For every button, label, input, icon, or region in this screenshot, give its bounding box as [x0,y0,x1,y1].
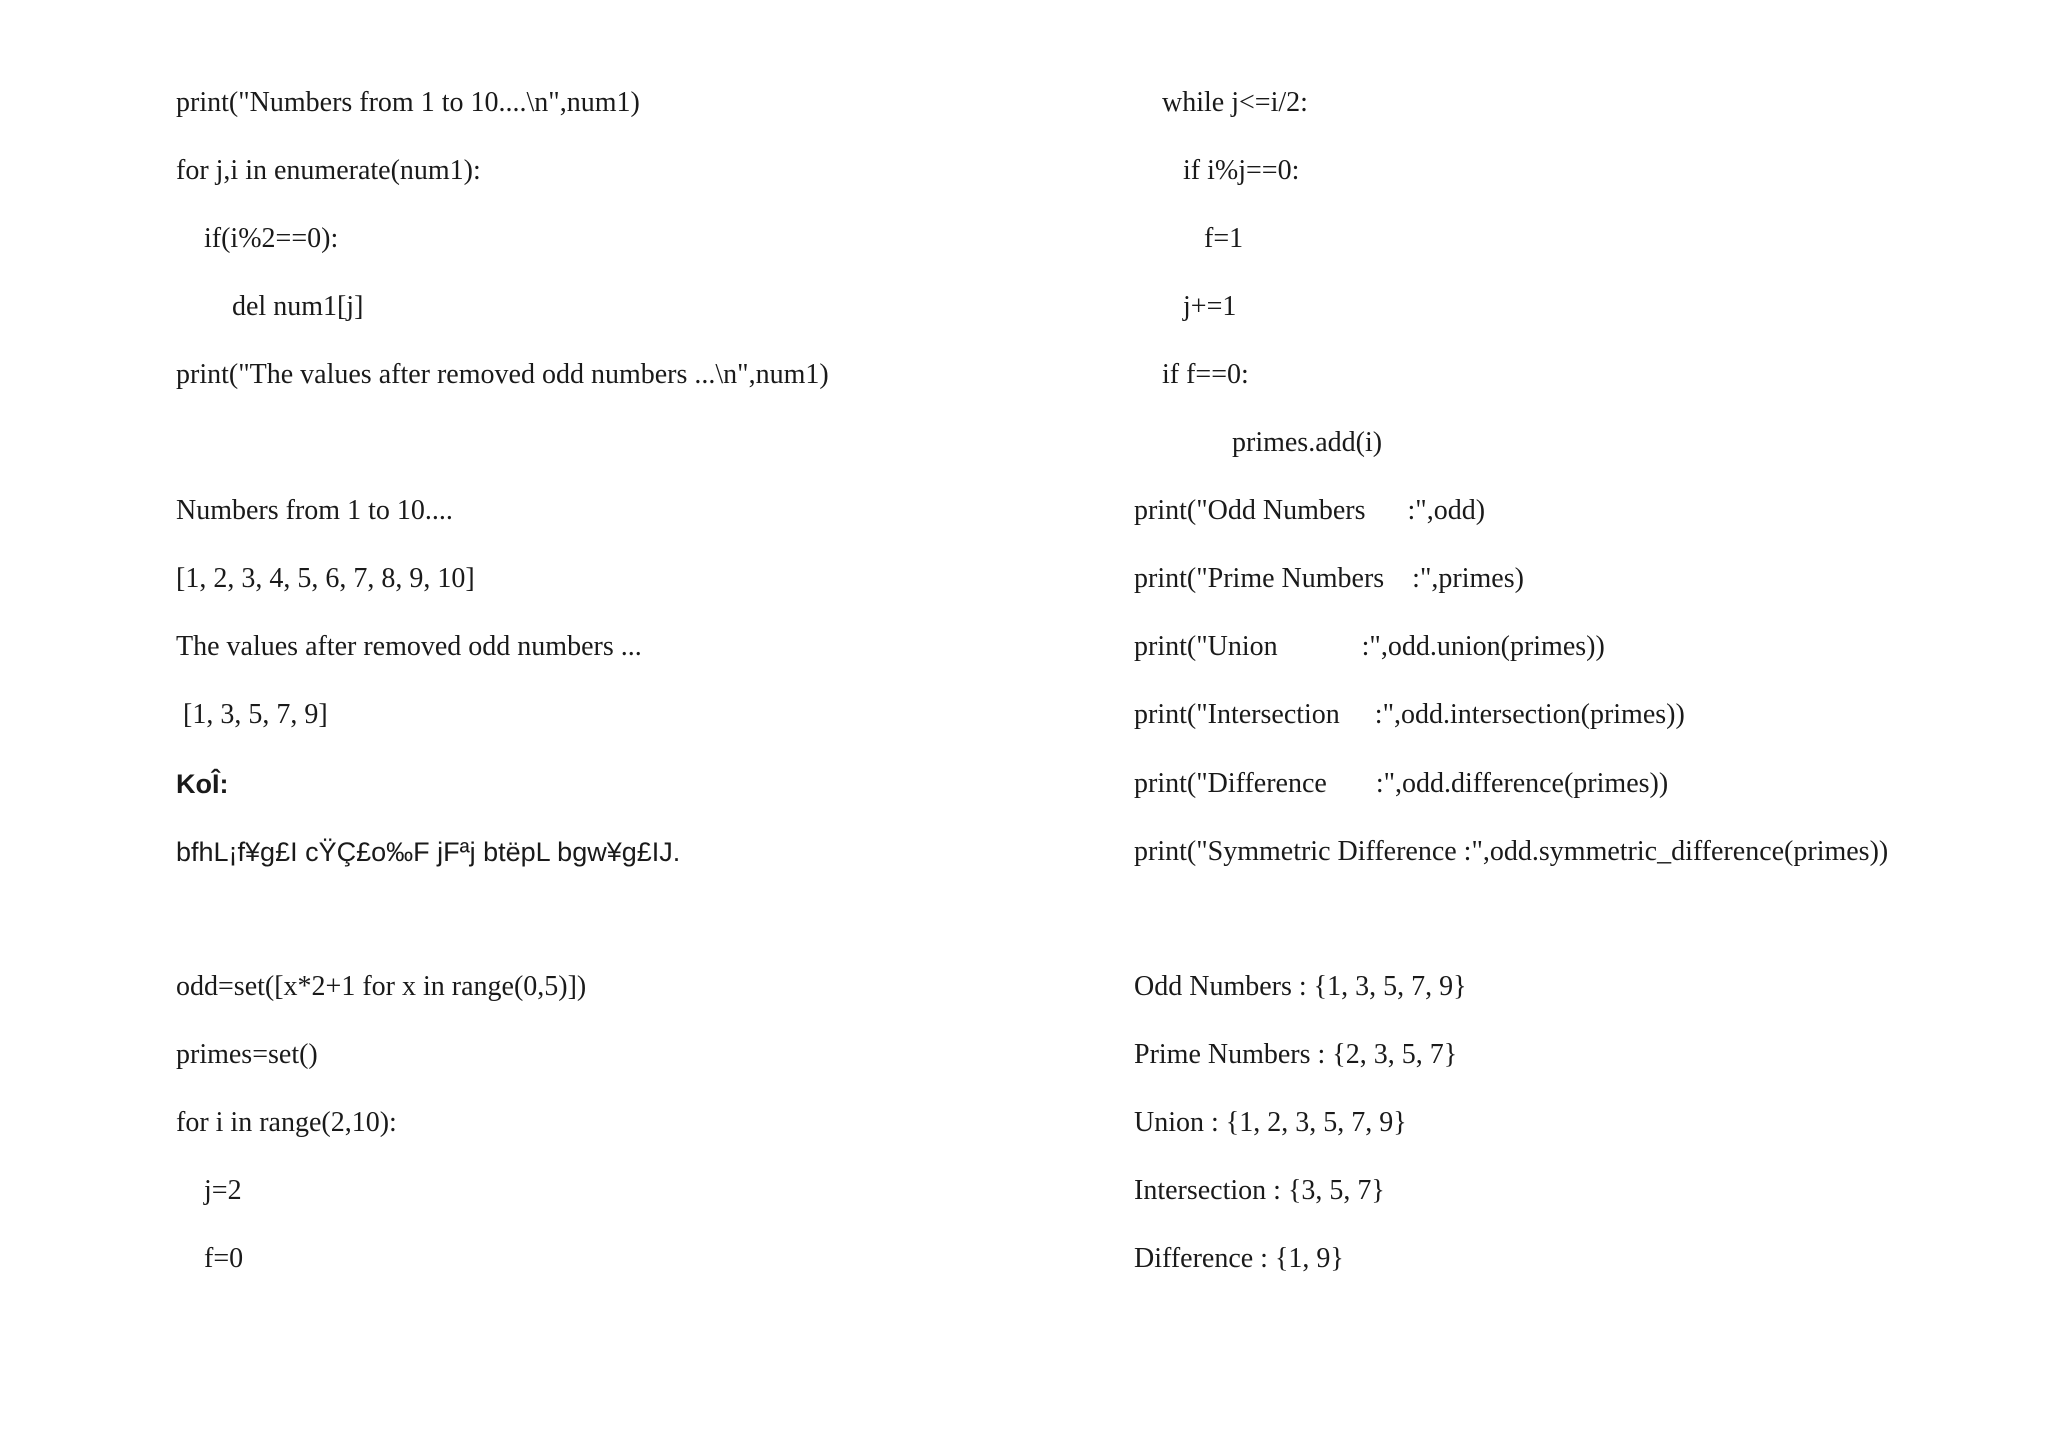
output-line: Odd Numbers : {1, 3, 5, 7, 9} [1134,971,1467,1002]
code-line: f=1 [1134,223,1244,254]
code-line: print("Odd Numbers :",odd) [1134,495,1486,526]
code-line: print("Numbers from 1 to 10....\n",num1) [176,87,640,118]
code-line: primes=set() [176,1039,318,1070]
code-line: j+=1 [1134,291,1237,322]
code-line: if i%j==0: [1134,155,1300,186]
code-line: if f==0: [1134,359,1249,390]
right-column [1000,0,2040,1448]
code-line: print("The values after removed odd numbers ...\n",num1) [176,359,829,390]
code-line: while j<=i/2: [1134,87,1308,118]
output-line: Intersection : {3, 5, 7} [1134,1175,1385,1206]
output-line: [1, 3, 5, 7, 9] [176,699,328,730]
output-line: Numbers from 1 to 10.... [176,495,453,526]
code-line: f=0 [176,1243,244,1274]
code-line: if(i%2==0): [176,223,339,254]
output-line: Union : {1, 2, 3, 5, 7, 9} [1134,1107,1407,1138]
code-line: for j,i in enumerate(num1): [176,155,481,186]
code-line: odd=set([x*2+1 for x in range(0,5)]) [176,971,587,1002]
output-line: [1, 2, 3, 4, 5, 6, 7, 8, 9, 10] [176,563,475,594]
left-column [0,0,960,1448]
output-line: The values after removed odd numbers ... [176,631,642,662]
section-heading: KoÎ: [176,769,229,799]
code-line: print("Difference :",odd.difference(primes)) [1134,768,1669,799]
code-line: primes.add(i) [1134,427,1383,458]
code-line: print("Union :",odd.union(primes)) [1134,631,1605,662]
code-line: print("Symmetric Difference :",odd.symmetric_difference(primes)) [1134,836,1889,867]
code-line: print("Intersection :",odd.intersection(primes)) [1134,699,1685,730]
encoded-description: bfhL¡f¥g£I cŸÇ£o‰F jFªj btëpL bgw¥g£IJ. [176,837,681,867]
code-line: j=2 [176,1175,242,1206]
code-line: print("Prime Numbers :",primes) [1134,563,1524,594]
code-line: del num1[j] [176,291,364,322]
code-line: for i in range(2,10): [176,1107,397,1138]
output-line: Difference : {1, 9} [1134,1243,1344,1274]
output-line: Prime Numbers : {2, 3, 5, 7} [1134,1039,1458,1070]
